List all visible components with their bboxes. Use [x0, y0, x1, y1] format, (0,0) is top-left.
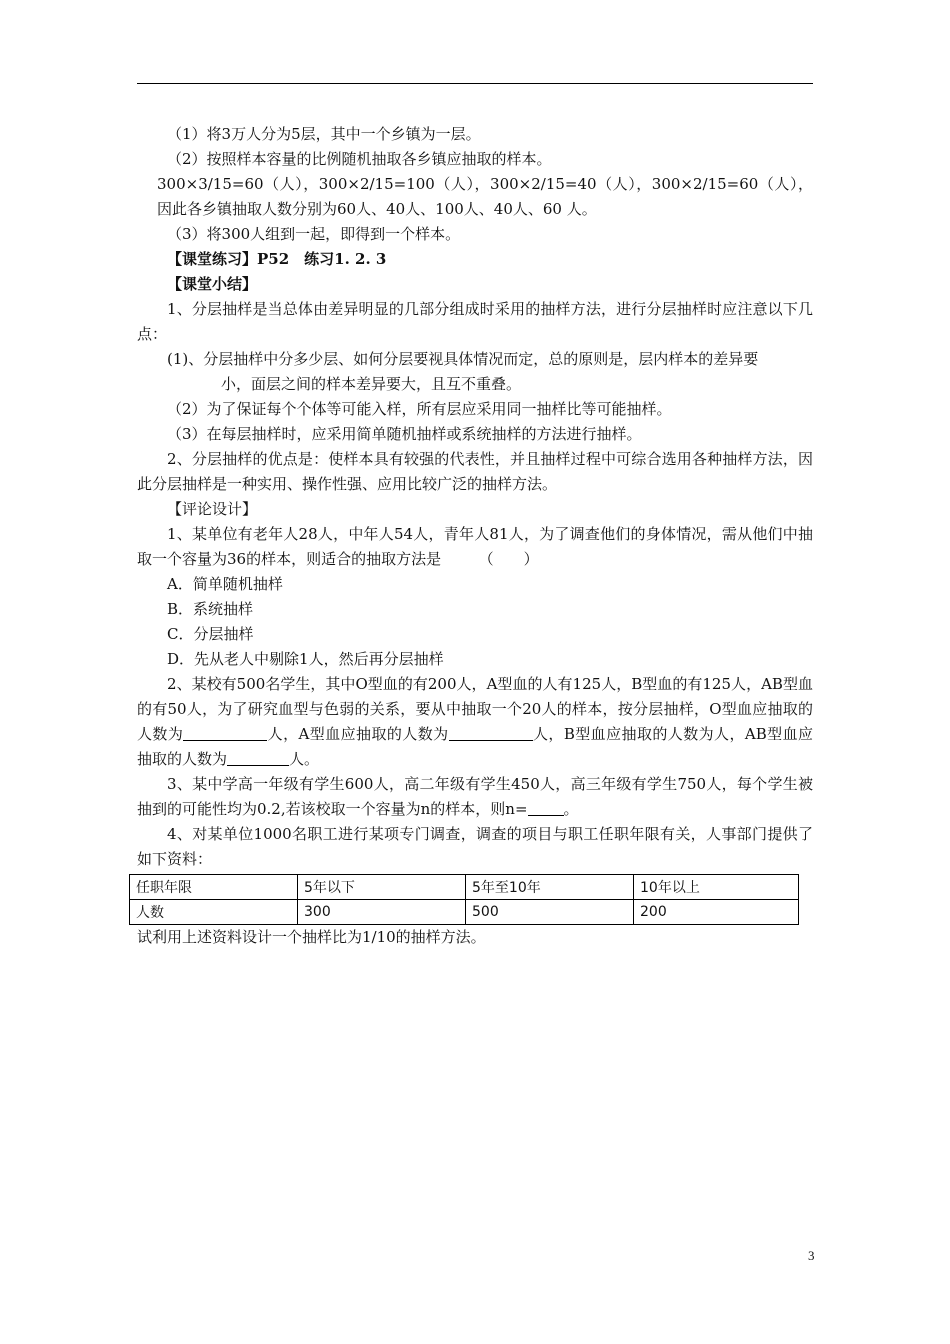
- option-b: B．系统抽样: [167, 600, 254, 618]
- question-3: 3、某中学高一年级有学生600人，高二年级有学生450人，高三年级有学生750人，每个学生被抽到的可能性均为0.2,若该校取一个容量为n的样本，则n= 。: [137, 775, 813, 818]
- question-4: 4、对某单位1000名职工进行某项专门调查，调查的项目与职工任职年限有关，人事部门提供了如下资料：: [137, 825, 813, 868]
- summary-point-1: 1、分层抽样是当总体由差异明显的几部分组成时采用的抽样方法，进行分层抽样时应注意以下几点：: [137, 300, 813, 343]
- page-number: 3: [808, 1248, 815, 1263]
- answer-blank-ab[interactable]: [227, 749, 289, 766]
- table-cell: 任职年限: [130, 875, 298, 900]
- question-1: 1、某单位有老年人28人，中年人54人，青年人81人，为了调查他们的身体情况，需从他们中抽取一个容量为36的样本，则适合的抽取方法是 （ ）: [137, 525, 813, 568]
- answer-blank-a[interactable]: [449, 724, 533, 741]
- summary-point-1a-line1: (1)、分层抽样中分多少层、如何分层要视具体情况而定，总的原则是，层内样本的差异要: [167, 350, 759, 368]
- table-cell: 人数: [130, 900, 298, 925]
- answer-blank-o[interactable]: [183, 724, 267, 741]
- table-cell: 300: [298, 900, 466, 925]
- option-c: C．分层抽样: [167, 625, 254, 643]
- step-1: （1）将3万人分为5层，其中一个乡镇为一层。: [167, 125, 481, 143]
- table-header-row: [130, 875, 799, 900]
- table-cell: 200: [634, 900, 799, 925]
- summary-point-1c: （3）在每层抽样时，应采用简单随机抽样或系统抽样的方法进行抽样。: [167, 425, 642, 443]
- step-3: （3）将300人组到一起，即得到一个样本。: [167, 225, 461, 243]
- question-2: 2、某校有500名学生，其中O型血的有200人，A型血的人有125人，B型血的有125人，AB型血的有50人，为了研究血型与色弱的关系，要从中抽取一个20人的样本，按分层抽样，O型血应抽取的人数为 人，A型血应抽取的人数为 人，B型血应抽取的人数为人，AB型血应抽取的人数为 人。: [137, 675, 813, 768]
- question-4-task: 试利用上述资料设计一个抽样比为1/10的抽样方法。: [137, 928, 486, 946]
- tenure-table: [129, 874, 799, 925]
- design-heading: 【评论设计】: [167, 500, 258, 518]
- document-body: [137, 122, 813, 950]
- summary-point-1b: （2）为了保证每个个体等可能入样，所有层应采用同一抽样比等可能抽样。: [167, 400, 672, 418]
- summary-heading: 【课堂小结】: [167, 275, 258, 293]
- table-cell: 5年至10年: [466, 875, 634, 900]
- table-cell: 500: [466, 900, 634, 925]
- option-a: A．简单随机抽样: [167, 575, 283, 593]
- table-row: [130, 900, 799, 925]
- summary-point-1a-line2: 小，面层之间的样本差异要大，且互不重叠。: [221, 375, 522, 393]
- exercise-heading: 【课堂练习】P52 练习1. 2. 3: [167, 250, 387, 268]
- summary-point-2: 2、分层抽样的优点是：使样本具有较强的代表性，并且抽样过程中可综合选用各种抽样方法，因此分层抽样是一种实用、操作性强、应用比较广泛的抽样方法。: [137, 450, 813, 493]
- header-rule: [137, 83, 813, 84]
- table-cell: 5年以下: [298, 875, 466, 900]
- answer-blank-n[interactable]: [528, 799, 564, 816]
- table-cell: 10年以上: [634, 875, 799, 900]
- calculation: 300×3/15=60（人），300×2/15=100（人），300×2/15=40（人），300×2/15=60（人），因此各乡镇抽取人数分别为60人、40人、100人、40人、60 人。: [157, 175, 813, 218]
- step-2: （2）按照样本容量的比例随机抽取各乡镇应抽取的样本。: [167, 150, 552, 168]
- option-d: D．先从老人中剔除1人，然后再分层抽样: [167, 650, 444, 668]
